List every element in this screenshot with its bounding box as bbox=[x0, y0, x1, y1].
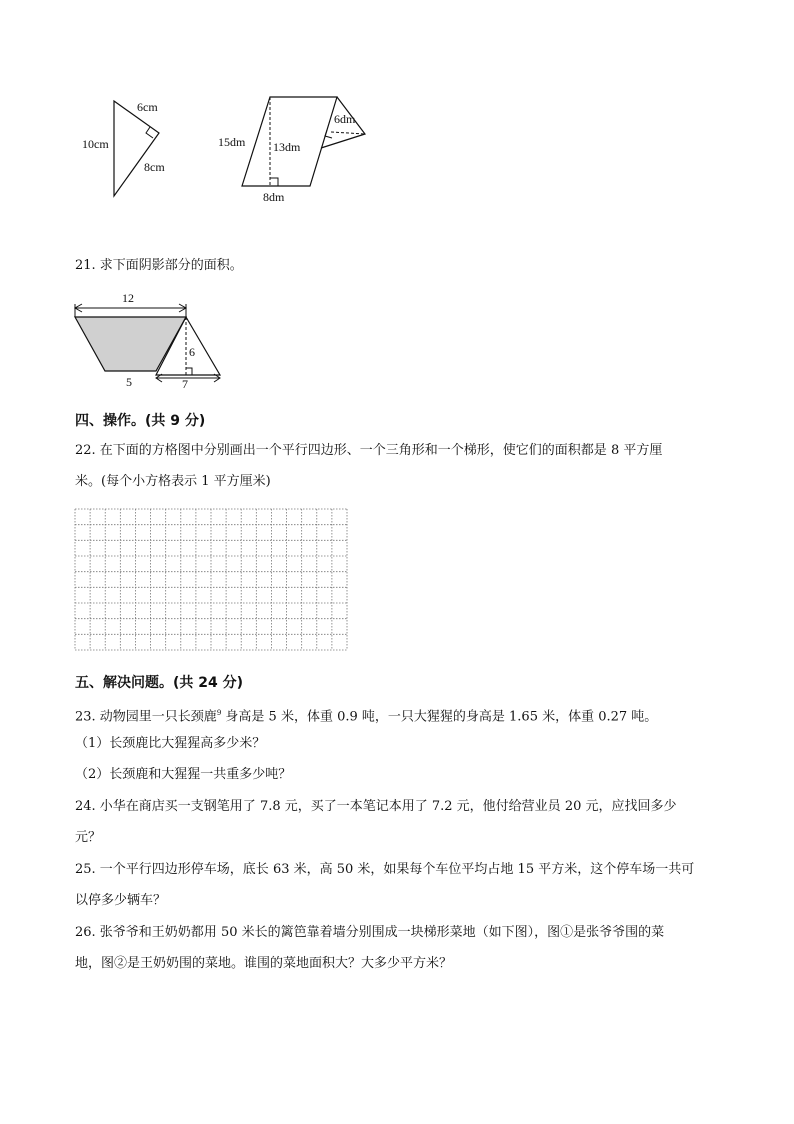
triangle-height-label: 6dm bbox=[334, 112, 356, 126]
q23-footnote-mark: 9 bbox=[216, 709, 222, 717]
triangle-height-line bbox=[331, 132, 365, 134]
q22-line2: 米。(每个小方格表示 1 平方厘米) bbox=[75, 474, 271, 489]
parallelogram-side-label: 15dm bbox=[218, 135, 246, 149]
q23-line1-b: 身高是 5 米，体重 0.9 吨，一只大猩猩的身高是 1.65 米，体重 0.27 吨。 bbox=[221, 709, 658, 725]
top-figures bbox=[60, 85, 390, 210]
height-label: 6 bbox=[189, 345, 195, 359]
parallelogram-base-label: 8dm bbox=[263, 190, 285, 204]
parallelogram-height-label: 13dm bbox=[273, 140, 301, 154]
triangle-hyp-label: 10cm bbox=[82, 137, 109, 151]
square-grid bbox=[74, 508, 348, 651]
section5-heading: 五、解决问题。(共 24 分) bbox=[75, 675, 244, 691]
q23-sub2: （2）长颈鹿和大猩猩一共重多少吨？ bbox=[75, 767, 292, 782]
q26-line2: 地，图②是王奶奶围的菜地。谁围的菜地面积大？大多少平方米？ bbox=[75, 956, 453, 971]
q23-line1-a: 23. 动物园里一只长颈鹿 bbox=[75, 709, 217, 725]
q21-right-angle-mark bbox=[186, 368, 192, 375]
section4-heading: 四、操作。(共 9 分) bbox=[75, 413, 206, 429]
q21-figure bbox=[65, 288, 235, 388]
q24-line1: 24. 小华在商店买一支钢笔用了 7.8 元，买了一本笔记本用了 7.2 元，他付给营业员 20 元，应找回多少 bbox=[75, 799, 677, 814]
q21-text: 21. 求下面阴影部分的面积。 bbox=[75, 258, 243, 273]
height-right-angle-mark bbox=[270, 178, 278, 186]
q23-sub1: （1）长颈鹿比大猩猩高多少米？ bbox=[75, 736, 266, 751]
bottom-right-label: 7 bbox=[182, 377, 188, 388]
q23-line1 bbox=[75, 703, 657, 727]
shaded-trapezoid bbox=[75, 317, 186, 371]
q26-line1: 26. 张爷爷和王奶奶都用 50 米长的篱笆靠着墙分别围成一块梯形菜地（如下图），图①是张爷爷围的菜 bbox=[75, 925, 665, 940]
q25-line2: 以停多少辆车？ bbox=[75, 893, 167, 908]
triangle-leg-bottom-label: 8cm bbox=[144, 160, 165, 174]
triangle-leg-top-label: 6cm bbox=[137, 100, 158, 114]
top-length-label: 12 bbox=[122, 291, 134, 305]
bottom-left-label: 5 bbox=[126, 375, 132, 388]
right-triangle-figure bbox=[114, 101, 159, 196]
q25-line1: 25. 一个平行四边形停车场，底长 63 米，高 50 米，如果每个车位平均占地 15 平方米，这个停车场一共可 bbox=[75, 862, 695, 877]
q24-line2: 元？ bbox=[75, 830, 102, 845]
q22-line1: 22. 在下面的方格图中分别画出一个平行四边形、一个三角形和一个梯形，使它们的面积都是 8 平方厘 bbox=[75, 443, 663, 458]
